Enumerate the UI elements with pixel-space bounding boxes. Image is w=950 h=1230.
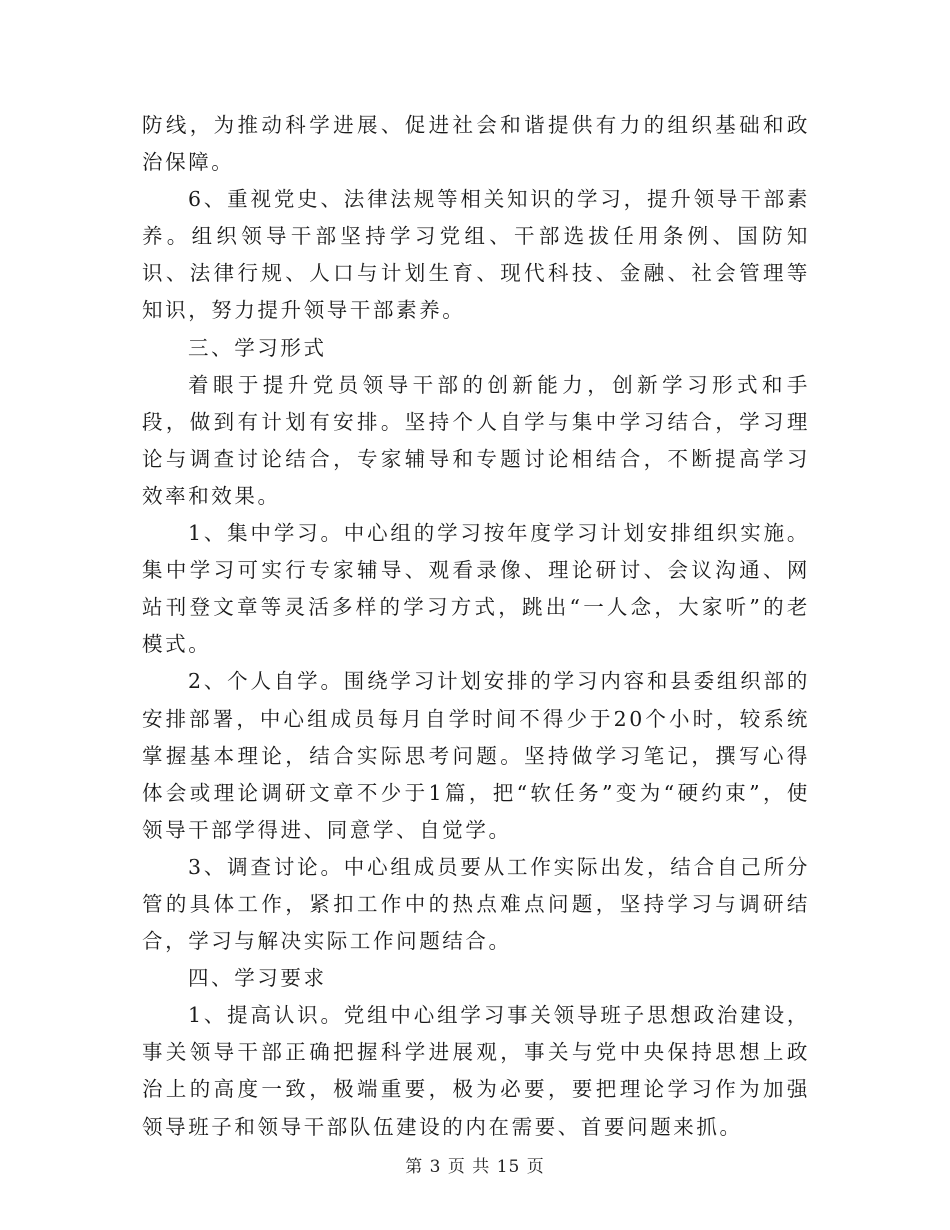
paragraph-study-format-intro: 着眼于提升党员领导干部的创新能力，创新学习形式和手段，做到有计划有安排。坚持个人自学与集中学习结合，学习理论与调查讨论结合，专家辅导和专题讨论相结合，不断提高学习效率和效果。 xyxy=(142,372,810,508)
paragraph-continuation: 防线，为推动科学进展、促进社会和谐提供有力的组织基础和政治保障。 xyxy=(142,113,810,175)
page-number-footer: 第 3 页 共 15 页 xyxy=(405,1157,545,1177)
paragraph-item-self-study: 2、个人自学。围绕学习计划安排的学习内容和县委组织部的安排部署，中心组成员每月自学时间不得少于20个小时，较系统掌握基本理论，结合实际思考问题。坚持做学习笔记，撰写心得体会或理论调研文章不少于1篇，把“软任务”变为“硬约束”，使领导干部学得进、同意学、自觉学。 xyxy=(142,669,810,842)
paragraph-item-raise-awareness: 1、提高认识。党组中心组学习事关领导班子思想政治建设，事关领导干部正确把握科学进展观，事关与党中央保持思想上政治上的高度一致，极端重要，极为必要，要把理论学习作为加强领导班子和领导干部队伍建设的内在需要、首要问题来抓。 xyxy=(142,1003,810,1139)
paragraph-item-centralized-study: 1、集中学习。中心组的学习按年度学习计划安排组织实施。集中学习可实行专家辅导、观看录像、理论研讨、会议沟通、网站刊登文章等灵活多样的学习方式，跳出“一人念，大家听”的老模式。 xyxy=(142,521,810,657)
document-body xyxy=(142,107,810,1146)
section-heading-study-requirements: 四、学习要求 xyxy=(188,966,327,991)
section-heading-study-format: 三、学习形式 xyxy=(188,335,327,360)
paragraph-item-6: 6、重视党史、法律法规等相关知识的学习，提升领导干部素养。组织领导干部坚持学习党组、干部选拔任用条例、国防知识、法律行规、人口与计划生育、现代科技、金融、社会管理等知识，努力提升领导干部素养。 xyxy=(142,187,810,323)
paragraph-item-investigation: 3、调查讨论。中心组成员要从工作实际出发，结合自己所分管的具体工作，紧扣工作中的热点难点问题，坚持学习与调研结合，学习与解决实际工作问题结合。 xyxy=(142,854,810,954)
